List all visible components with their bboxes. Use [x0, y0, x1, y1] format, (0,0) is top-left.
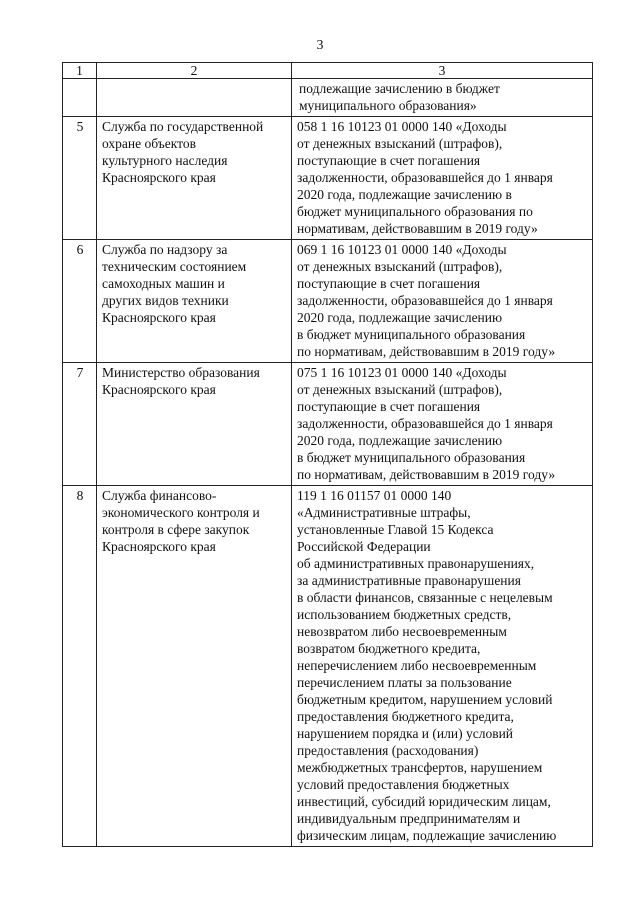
revenue-line: «Административные штрафы, [297, 505, 471, 520]
revenue-line: 2020 года, подлежащие зачислению в [297, 187, 512, 202]
revenue-line: в бюджет муниципального образования [297, 327, 526, 342]
revenue-line: невозвратом либо несвоевременным [297, 624, 507, 639]
organization-line: охране объектов [102, 136, 196, 151]
organization-cell [97, 363, 292, 486]
revenue-line: об административных правонарушениях, [297, 556, 535, 571]
revenue-line: задолженности, образовавшейся до 1 января [297, 416, 553, 431]
table-header-row [63, 63, 593, 79]
continuation-num-cell [63, 79, 97, 117]
header-cell-1: 1 [63, 63, 97, 79]
organization-line: культурного наследия [102, 153, 228, 168]
row-number: 5 [63, 117, 97, 240]
revenue-line: межбюджетных трансфертов, нарушением [297, 760, 543, 775]
revenue-code-cell [292, 117, 593, 240]
revenue-line: 2020 года, подлежащие зачислению [297, 433, 503, 448]
row-number: 8 [63, 486, 97, 847]
revenue-line: неперечислением либо несвоевременным [297, 658, 537, 673]
revenue-line: 058 1 16 10123 01 0000 140 «Доходы [297, 119, 507, 134]
revenue-line: от денежных взысканий (штрафов), [297, 382, 503, 397]
revenue-line: Российской Федерации [297, 539, 431, 554]
continuation-row [63, 79, 593, 117]
revenue-line: перечислением платы за пользование [297, 675, 512, 690]
revenue-line: по нормативам, действовавшим в 2019 году» [297, 467, 556, 482]
revenue-code-cell [292, 363, 593, 486]
row-number: 7 [63, 363, 97, 486]
continuation-line: муниципального образования» [299, 98, 477, 113]
revenue-line: задолженности, образовавшейся до 1 января [297, 293, 553, 308]
organization-line: самоходных машин и [102, 276, 225, 291]
revenue-line: 2020 года, подлежащие зачислению [297, 310, 503, 325]
organization-cell [97, 486, 292, 847]
revenue-code-cell [292, 486, 593, 847]
organization-cell [97, 240, 292, 363]
revenue-line: нарушением порядка и (или) условий [297, 726, 514, 741]
revenue-line: поступающие в счет погашения [297, 153, 481, 168]
organization-line: техническим состоянием [102, 259, 247, 274]
table-row [63, 117, 593, 240]
continuation-org-cell [97, 79, 292, 117]
revenue-line: бюджет муниципального образования по [297, 204, 533, 219]
organization-line: Красноярского края [102, 310, 216, 325]
revenue-line: 119 1 16 01157 01 0000 140 [297, 488, 452, 503]
organization-cell [97, 117, 292, 240]
revenue-line: индивидуальным предпринимателям и [297, 811, 521, 826]
organization-line: Служба финансово- [102, 488, 217, 503]
organization-line: контроля в сфере закупок [102, 522, 250, 537]
revenue-line: 075 1 16 10123 01 0000 140 «Доходы [297, 365, 507, 380]
organization-line: других видов техники [102, 293, 229, 308]
revenue-line: установленные Главой 15 Кодекса [297, 522, 494, 537]
page-number: 3 [316, 38, 324, 53]
revenue-line: по нормативам, действовавшим в 2019 году» [297, 344, 556, 359]
revenue-line: от денежных взысканий (штрафов), [297, 136, 503, 151]
organization-line: Красноярского края [102, 539, 216, 554]
organization-line: Красноярского края [102, 382, 216, 397]
organization-line: Служба по государственной [102, 119, 264, 134]
table-row [63, 240, 593, 363]
revenue-line: от денежных взысканий (штрафов), [297, 259, 503, 274]
revenue-line: поступающие в счет погашения [297, 399, 481, 414]
organization-line: Министерство образования [102, 365, 260, 380]
revenue-table [62, 62, 593, 847]
organization-line: Служба по надзору за [102, 242, 228, 257]
revenue-line: поступающие в счет погашения [297, 276, 481, 291]
table-row [63, 363, 593, 486]
revenue-line: бюджетным кредитом, нарушением условий [297, 692, 553, 707]
revenue-code-cell [292, 240, 593, 363]
revenue-line: задолженности, образовавшейся до 1 января [297, 170, 553, 185]
revenue-line: предоставления бюджетного кредита, [297, 709, 514, 724]
row-number: 6 [63, 240, 97, 363]
revenue-line: условий предоставления бюджетных [297, 777, 510, 792]
organization-line: экономического контроля и [102, 505, 260, 520]
revenue-line: физическим лицам, подлежащие зачислению [297, 828, 557, 843]
continuation-text-cell [292, 79, 593, 117]
revenue-line: 069 1 16 10123 01 0000 140 «Доходы [297, 242, 507, 257]
organization-line: Красноярского края [102, 170, 216, 185]
revenue-line: предоставления (расходования) [297, 743, 479, 758]
header-cell-3: 3 [292, 63, 593, 79]
table-row [63, 486, 593, 847]
revenue-line: в бюджет муниципального образования [297, 450, 526, 465]
revenue-line: инвестиций, субсидий юридическим лицам, [297, 794, 551, 809]
revenue-line: нормативам, действовавшим в 2019 году» [297, 221, 538, 236]
revenue-line: возвратом бюджетного кредита, [297, 641, 481, 656]
revenue-line: использованием бюджетных средств, [297, 607, 512, 622]
continuation-line: подлежащие зачислению в бюджет [299, 81, 500, 96]
revenue-line: в области финансов, связанные с нецелевым [297, 590, 553, 605]
header-cell-2: 2 [97, 63, 292, 79]
revenue-line: за административные правонарушения [297, 573, 521, 588]
